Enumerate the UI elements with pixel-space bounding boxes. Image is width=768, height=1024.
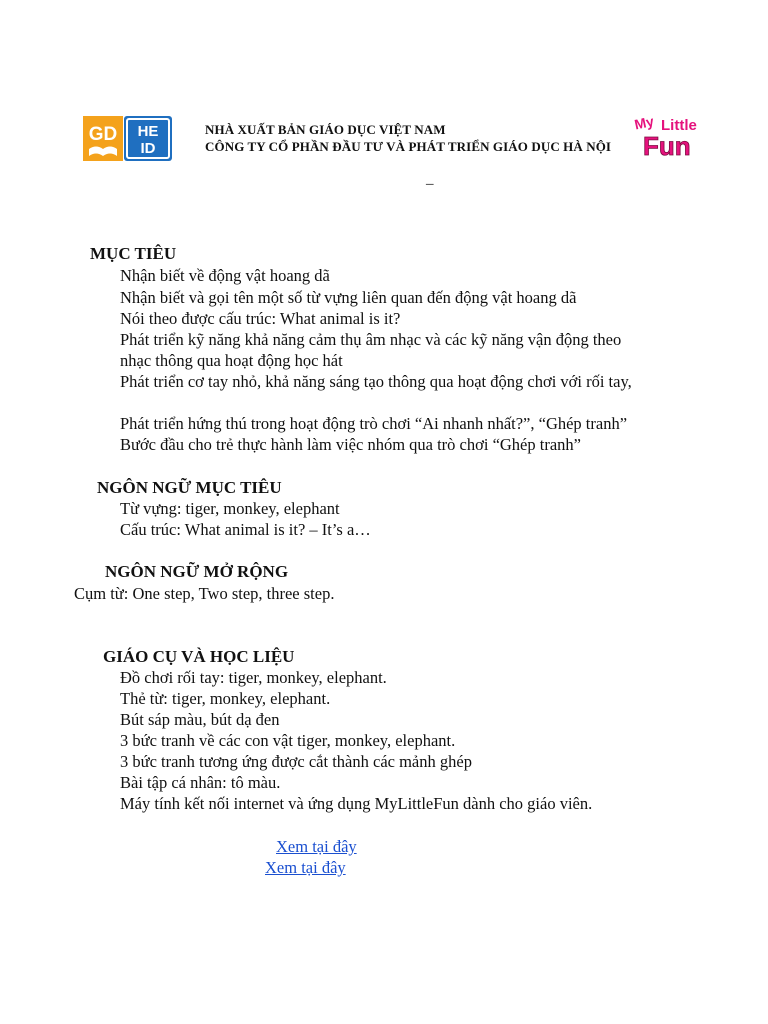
publisher-name: NHÀ XUẤT BẢN GIÁO DỤC VIỆT NAM (205, 122, 446, 137)
objective-item: Phát triển kỹ năng khả năng cảm thụ âm nhạc và các kỹ năng vận động theo (120, 330, 622, 349)
heading-ngon-ngu-muc-tieu: NGÔN NGỮ MỤC TIÊU (97, 478, 282, 497)
mylittlefun-logo (633, 108, 711, 158)
material-item: 3 bức tranh tương ứng được cắt thành các mảnh ghép (120, 752, 472, 771)
objective-item: Bước đầu cho trẻ thực hành làm việc nhóm qua trò chơi “Ghép tranh” (120, 435, 581, 454)
svg-text:Little: Little (661, 117, 697, 134)
svg-text:GD: GD (88, 124, 118, 145)
target-language-item: Từ vựng: tiger, monkey, elephant (120, 499, 340, 518)
objective-item: Nói theo được cấu trúc: What animal is it? (120, 309, 401, 328)
gd-logo (83, 116, 123, 161)
company-name: CÔNG TY CỔ PHẦN ĐẦU TƯ VÀ PHÁT TRIỂN GIÁO DỤC HÀ NỘI (205, 139, 612, 154)
heading-ngon-ngu-mo-rong: NGÔN NGỮ MỞ RỘNG (105, 562, 289, 581)
objective-item: Nhận biết về động vật hoang dã (120, 266, 330, 285)
material-item: Thẻ từ: tiger, monkey, elephant. (120, 689, 331, 708)
material-item: 3 bức tranh về các con vật tiger, monkey, elephant. (120, 731, 456, 750)
heading-giao-cu: GIÁO CỤ VÀ HỌC LIỆU (103, 647, 295, 666)
separator-dash: – (426, 176, 434, 192)
target-language-item: Cấu trúc: What animal is it? – It’s a… (120, 520, 371, 539)
objective-item: nhạc thông qua hoạt động học hát (120, 351, 343, 370)
material-item: Bài tập cá nhân: tô màu. (120, 773, 281, 792)
view-here-link-2[interactable]: Xem tại đây (265, 858, 346, 877)
view-here-link-1[interactable]: Xem tại đây (276, 837, 357, 856)
material-item: Đồ chơi rối tay: tiger, monkey, elephant. (120, 668, 387, 687)
objective-item: Nhận biết và gọi tên một số từ vựng liên quan đến động vật hoang dã (120, 288, 577, 307)
material-item: Bút sáp màu, bút dạ đen (120, 710, 280, 729)
objective-item: Phát triển hứng thú trong hoạt động trò chơi “Ai nhanh nhất?”, “Ghép tranh” (120, 414, 628, 433)
svg-text:ID: ID (140, 140, 156, 157)
objective-item: Phát triển cơ tay nhỏ, khả năng sáng tạo thông qua hoạt động chơi với rối tay, (120, 372, 632, 391)
extended-language-item: Cụm từ: One step, Two step, three step. (74, 584, 335, 603)
svg-text:My: My (633, 112, 656, 133)
material-item: Máy tính kết nối internet và ứng dụng MyLittleFun dành cho giáo viên. (120, 794, 593, 813)
svg-text:HE: HE (137, 123, 159, 140)
hed-logo (124, 116, 172, 161)
heading-muc-tieu: MỤC TIÊU (90, 244, 177, 263)
svg-text:Fun: Fun (643, 131, 691, 158)
